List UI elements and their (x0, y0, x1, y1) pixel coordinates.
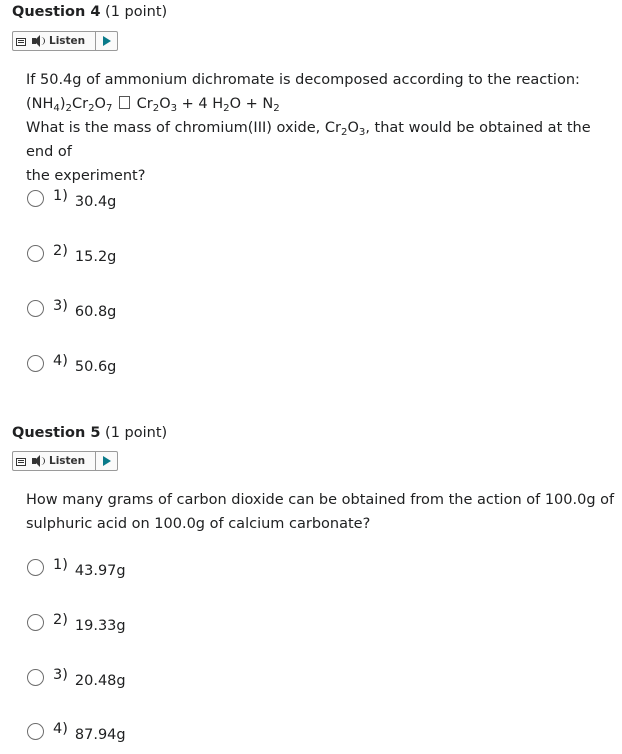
question-5-title (12, 425, 167, 441)
question-number: Question 5 (12, 425, 101, 441)
reaction-equation: $(NH_4)_2Cr_2O_7$ $Cr_2O_3 + 4$ $H_2O + N_2$ (26, 96, 280, 114)
question-points: (1 point) (105, 4, 168, 20)
question-4-text (26, 68, 616, 188)
option-number: 2) (53, 612, 68, 628)
option-value: 19.33g (74, 618, 126, 634)
question-line: the experiment? (26, 168, 146, 184)
answer-option[interactable] (27, 241, 116, 265)
question-line: If 50.4g of ammonium dichromate is decomposed according to the reaction: (26, 72, 580, 88)
option-value: 87.94g (74, 727, 126, 743)
play-icon (103, 456, 111, 466)
question-line: sulphuric acid on 100.0g of calcium carbonate? (26, 516, 371, 532)
answer-option[interactable] (27, 610, 126, 634)
radio-button[interactable] (27, 245, 44, 262)
option-value: 15.2g (74, 249, 117, 265)
answer-option[interactable] (27, 351, 116, 375)
question-4-title (12, 4, 167, 20)
listen-toolbar (12, 451, 118, 471)
option-value: 20.48g (74, 673, 126, 689)
question-number: Question 4 (12, 4, 101, 20)
radio-button[interactable] (27, 614, 44, 631)
listen-label: Listen (49, 455, 86, 467)
option-number: 1) (53, 188, 68, 204)
radio-button[interactable] (27, 723, 44, 740)
option-value: 43.97g (74, 563, 126, 579)
option-value: 60.8g (74, 304, 117, 320)
answer-option[interactable] (27, 186, 116, 210)
radio-button[interactable] (27, 355, 44, 372)
option-number: 2) (53, 243, 68, 259)
option-value: 50.6g (74, 359, 117, 375)
play-button[interactable] (96, 36, 117, 46)
listen-label: Listen (49, 35, 86, 47)
question-line: How many grams of carbon dioxide can be obtained from the action of 100.0g of (26, 492, 615, 508)
listen-button[interactable] (27, 452, 96, 470)
radio-button[interactable] (27, 559, 44, 576)
option-value: 30.4g (74, 194, 117, 210)
answer-option[interactable] (27, 719, 126, 743)
answer-option[interactable] (27, 665, 126, 689)
menu-icon[interactable] (15, 455, 27, 467)
question-5-text (26, 488, 616, 536)
play-icon (103, 36, 111, 46)
answer-option[interactable] (27, 296, 116, 320)
listen-button[interactable] (27, 32, 96, 50)
speaker-icon (32, 455, 46, 467)
unknown-glyph (119, 96, 130, 109)
option-number: 3) (53, 667, 68, 683)
answer-option[interactable] (27, 555, 126, 579)
option-number: 1) (53, 557, 68, 573)
listen-toolbar (12, 31, 118, 51)
radio-button[interactable] (27, 669, 44, 686)
option-number: 4) (53, 353, 68, 369)
option-number: 4) (53, 721, 68, 737)
option-number: 3) (53, 298, 68, 314)
radio-button[interactable] (27, 190, 44, 207)
speaker-icon (32, 35, 46, 47)
menu-icon[interactable] (15, 35, 27, 47)
play-button[interactable] (96, 456, 117, 466)
radio-button[interactable] (27, 300, 44, 317)
question-line: What is the mass of chromium(III) oxide, $Cr_2O_3$, that would be obtained at the end of (26, 120, 591, 160)
question-points: (1 point) (105, 425, 168, 441)
